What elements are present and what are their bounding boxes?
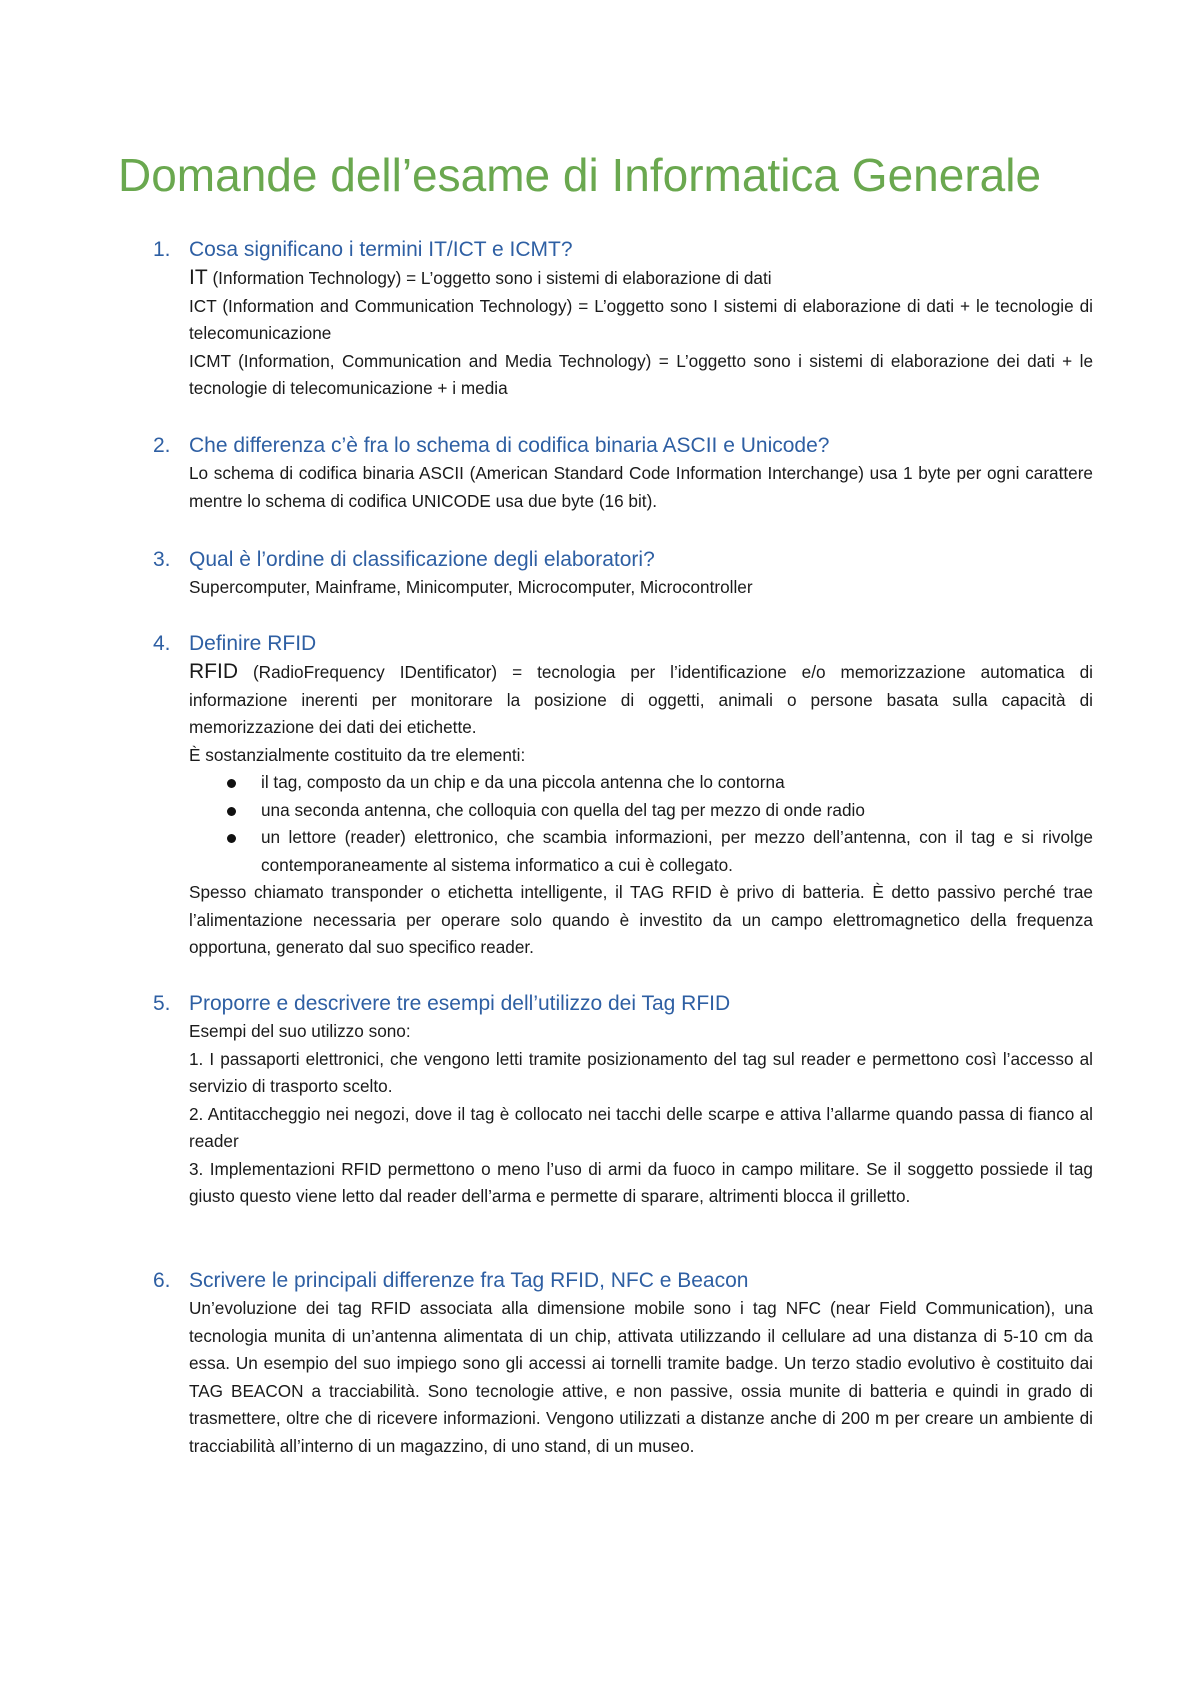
document-title: Domande dell’esame di Informatica Generale	[118, 149, 1042, 201]
question-3	[153, 546, 1093, 602]
question-heading	[153, 236, 1093, 264]
answer-paragraph: Lo schema di codifica binaria ASCII (American Standard Code Information Interchange) usa 1 byte per ogni carattere mentre lo schema di codifica UNICODE usa due byte (16 bit).	[189, 463, 1093, 511]
bullet-icon	[227, 779, 236, 788]
question-6	[153, 1267, 1093, 1460]
answer-paragraph: È sostanzialmente costituito da tre elementi:	[189, 744, 526, 765]
question-number: 2.	[153, 434, 171, 457]
question-number: 4.	[153, 632, 171, 655]
question-text: Che differenza c’è fra lo schema di codifica binaria ASCII e Unicode?	[189, 434, 830, 457]
answer-body	[189, 264, 1093, 403]
answer-body	[189, 574, 1093, 602]
answer-paragraph: RFID (RadioFrequency IDentificator) = tecnologia per l’identificazione e/o memorizzazione automatica di informazione inerenti per monitorare la posizione di oggetti, animali o persone basata sulla capacità di memorizzazione dei dati dei etichette.	[189, 660, 1093, 737]
question-text: Scrivere le principali differenze fra Tag RFID, NFC e Beacon	[189, 1269, 749, 1292]
answer-body	[189, 1018, 1093, 1211]
answer-paragraph: 1. I passaporti elettronici, che vengono letti tramite posizionamento del tag sul reader e permettono così l’accesso al servizio di trasporto scelto.	[189, 1048, 1093, 1096]
question-number: 6.	[153, 1269, 171, 1292]
answer-body	[189, 658, 1093, 962]
answer-body	[189, 1295, 1093, 1460]
question-text: Cosa significano i termini IT/ICT e ICMT?	[189, 238, 573, 261]
question-2	[153, 432, 1093, 515]
question-5	[153, 990, 1093, 1211]
answer-paragraph: Un’evoluzione dei tag RFID associata alla dimensione mobile sono i tag NFC (near Field Communication), una tecnologia munita di un’antenna alimentata di un chip, attivata utilizzando il cellulare ad una distanza di 5-10 cm da essa. Un esempio del suo impiego sono gli accessi ai tornelli tramite badge. Un terzo stadio evolutivo è costituito dai TAG BEACON a tracciabilità. Sono tecnologie attive, e non passive, ossia munite di batteria e quindi in grado di trasmettere, oltre che di ricevere informazioni. Vengono utilizzati a distanze anche di 200 m per creare un ambiente di tracciabilità all’interno di un magazzino, di uno stand, di un museo.	[189, 1298, 1093, 1456]
term-lead: IT	[189, 266, 208, 289]
list-item: un lettore (reader) elettronico, che scambia informazioni, per mezzo dell’antenna, con il tag e si rivolge contemporaneamente al sistema informatico a cui è collegato.	[189, 824, 1093, 879]
question-heading	[153, 630, 1093, 658]
answer-paragraph: ICMT (Information, Communication and Media Technology) = L’oggetto sono i sistemi di elaborazione dei dati + le tecnologie di telecomunicazione + i media	[189, 350, 1093, 398]
bullet-icon	[227, 834, 236, 843]
question-heading	[153, 1267, 1093, 1295]
question-1	[153, 236, 1093, 403]
answer-paragraph: 3. Implementazioni RFID permettono o meno l’uso di armi da fuoco in campo militare. Se il soggetto possiede il tag giusto questo viene letto dal reader dell’arma e permette di sparare, altrimenti blocca il grilletto.	[189, 1158, 1093, 1206]
question-heading	[153, 990, 1093, 1018]
answer-body	[189, 460, 1093, 515]
question-number: 5.	[153, 992, 171, 1015]
question-4	[153, 630, 1093, 962]
element-list	[189, 769, 1093, 879]
question-text: Qual è l’ordine di classificazione degli elaboratori?	[189, 548, 655, 571]
question-heading	[153, 546, 1093, 574]
term-lead: RFID	[189, 660, 238, 683]
question-heading	[153, 432, 1093, 460]
question-number: 1.	[153, 238, 171, 261]
list-item: una seconda antenna, che colloquia con quella del tag per mezzo di onde radio	[189, 797, 1093, 825]
answer-paragraph: Supercomputer, Mainframe, Minicomputer, Microcomputer, Microcontroller	[189, 577, 753, 597]
question-number: 3.	[153, 548, 171, 571]
question-text: Proporre e descrivere tre esempi dell’utilizzo dei Tag RFID	[189, 992, 731, 1015]
answer-paragraph: 2. Antitaccheggio nei negozi, dove il tag è collocato nei tacchi delle scarpe e attiva l’allarme quando passa di fianco al reader	[189, 1103, 1093, 1151]
question-text: Definire RFID	[189, 632, 317, 655]
answer-paragraph: Esempi del suo utilizzo sono:	[189, 1021, 411, 1041]
bullet-icon	[227, 807, 236, 816]
answer-paragraph: Spesso chiamato transponder o etichetta intelligente, il TAG RFID è privo di batteria. È detto passivo perché trae l’alimentazione necessaria per operare solo quando è investito da un campo elettromagnetico della frequenza opportuna, generato dal suo specifico reader.	[189, 882, 1093, 957]
list-item: il tag, composto da un chip e da una piccola antenna che lo contorna	[189, 769, 1093, 797]
answer-paragraph: ICT (Information and Communication Technology) = L’oggetto sono I sistemi di elaborazione di dati + le tecnologie di telecomunicazione	[189, 295, 1093, 343]
answer-paragraph: IT (Information Technology) = L’oggetto sono i sistemi di elaborazione di dati	[189, 266, 772, 289]
